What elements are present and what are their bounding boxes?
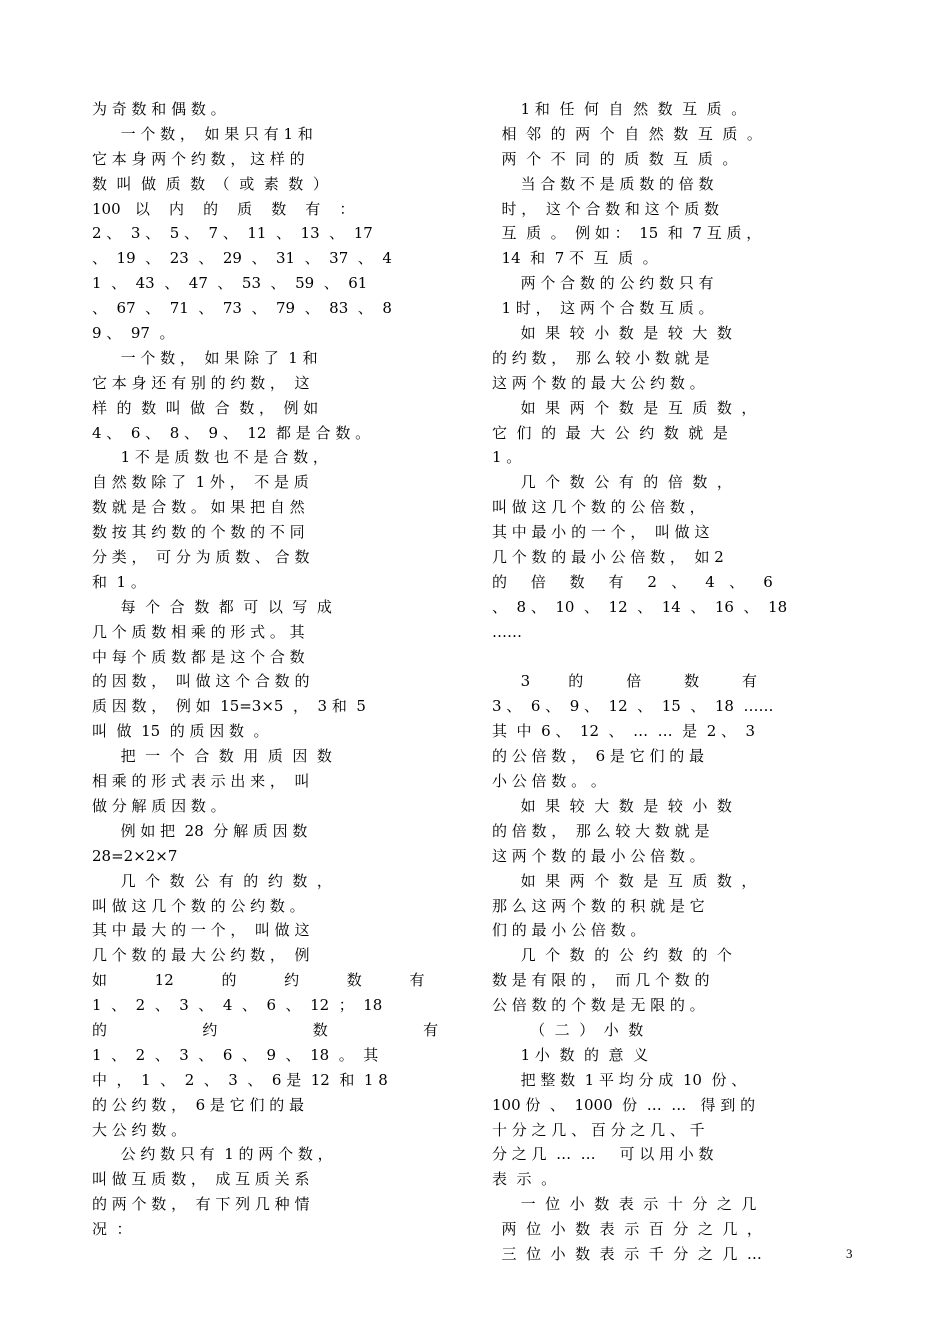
text-line: 3 的 倍 数 有 [492,672,758,691]
text-line: 1 小 数 的 意 义 [492,1045,649,1064]
page-number: 3 [846,1246,853,1261]
left-text-column [92,97,468,1242]
text-line: 分 之 几 … … 可 以 用 小 数 [492,1145,714,1164]
text-line: 每 个 合 数 都 可 以 写 成 [92,597,332,616]
text-line: 如 果 两 个 数 是 互 质 数 ， [492,871,757,890]
text-line: 它 本 身 两 个 约 数 ， 这 样 的 [92,149,305,168]
text-line: 时 ， 这 个 合 数 和 这 个 质 数 [492,199,719,218]
text-line: 数 按 其 约 数 的 个 数 的 不 同 [92,523,305,542]
text-line: 叫 做 这 几 个 数 的 公 倍 数 ， [492,498,705,517]
text-line: 其 中 最 小 的 一 个 ， 叫 做 这 [492,523,710,542]
text-line: 它 本 身 还 有 别 的 约 数 ， 这 [92,373,310,392]
text-line: 做 分 解 质 因 数 。 [92,796,226,815]
text-line: 和 1 。 [92,572,146,591]
text-line: 1 和 任 何 自 然 数 互 质 。 [492,100,747,118]
text-line: 它 们 的 最 大 公 约 数 就 是 [492,423,728,442]
text-line: 这 两 个 数 的 最 小 公 倍 数 。 [492,846,705,865]
text-line: 两 位 小 数 表 示 百 分 之 几 ， [492,1220,762,1239]
text-line: 数 是 有 限 的 ， 而 几 个 数 的 [492,971,710,990]
text-line: 小 公 倍 数 。 。 [492,772,606,791]
text-line: 两 个 合 数 的 公 约 数 只 有 [492,274,714,293]
text-line: 表 示 。 [492,1170,557,1189]
text-line: 况 ： [92,1220,132,1239]
text-line: 互 质 。 例 如 ： 15 和 7 互 质 ， [492,224,762,243]
text-line [492,645,872,670]
text-line: 为 奇 数 和 偶 数 。 [92,100,226,118]
text-line: 9 、 97 。 [92,324,175,343]
text-line: 一 个 数 ， 如 果 只 有 1 和 [92,124,313,143]
text-line: 如 12 的 约 数 有 [92,971,425,990]
right-text-column [492,97,872,1267]
text-line: …… [492,622,522,641]
text-line: 的 公 约 数 ， 6 是 它 们 的 最 [92,1095,304,1114]
text-line: 、 67 、 71 、 73 、 79 、 83 、 8 [92,299,392,318]
text-line: 3 、 6 、 9 、 12 、 15 、 18 …… [492,697,774,716]
text-line: 几 个 数 的 最 小 公 倍 数 ， 如 2 [492,548,724,567]
text-line: 、 8 、 10 、 12 、 14 、 16 、 18 [492,597,788,616]
text-line: 分 类 ， 可 分 为 质 数 、 合 数 [92,548,310,567]
text-line: 三 位 小 数 表 示 千 分 之 几 … [492,1244,762,1263]
text-line: 其 中 最 大 的 一 个 ， 叫 做 这 [92,921,310,940]
text-line: 如 果 较 小 数 是 较 大 数 [492,324,732,343]
text-line: 几 个 质 数 相 乘 的 形 式 。 其 [92,622,305,641]
text-line: 样 的 数 叫 做 合 数 ， 例 如 [92,398,319,417]
text-line: 例 如 把 28 分 解 质 因 数 [92,821,308,840]
text-line: 公 倍 数 的 个 数 是 无 限 的 。 [492,996,705,1015]
text-line: 两 个 不 同 的 质 数 互 质 。 [492,149,738,168]
text-line: 叫 做 互 质 数 ， 成 互 质 关 系 [92,1170,310,1189]
text-line: 1 、 2 、 3 、 6 、 9 、 18 。 其 [92,1045,379,1064]
text-line: 公 约 数 只 有 1 的 两 个 数 ， [92,1145,333,1164]
text-line: 当 合 数 不 是 质 数 的 倍 数 [492,174,714,193]
text-line: 数 叫 做 质 数 （ 或 素 数 ） [92,174,328,193]
text-line: 、 19 、 23 、 29 、 31 、 37 、 4 [92,249,392,268]
text-line: 中 每 个 质 数 都 是 这 个 合 数 [92,647,305,666]
text-line: 4 、 6 、 8 、 9 、 12 都 是 合 数 。 [92,423,371,442]
text-line: 一 位 小 数 表 示 十 分 之 几 [492,1195,757,1214]
text-line: 们 的 最 小 公 倍 数 。 [492,921,646,940]
text-line: 的 因 数 ， 叫 做 这 个 合 数 的 [92,672,310,691]
text-line: 相 乘 的 形 式 表 示 出 来 ， 叫 [92,772,310,791]
text-line: 14 和 7 不 互 质 。 [492,249,658,268]
text-line: 把 一 个 合 数 用 质 因 数 [92,747,332,766]
text-line: 把 整 数 1 平 均 分 成 10 份 、 [492,1070,747,1089]
text-line: 几 个 数 的 最 大 公 约 数 ， 例 [92,946,310,965]
text-line: 这 两 个 数 的 最 大 公 约 数 。 [492,373,705,392]
text-line: 大 公 约 数 。 [92,1120,187,1139]
text-line: 28=2×2×7 [92,846,178,865]
text-line: （ 二 ） 小 数 [492,1020,644,1039]
text-line: 叫 做 这 几 个 数 的 公 约 数 。 [92,896,305,915]
text-line: 几 个 数 公 有 的 倍 数 ， [492,473,732,492]
text-line: 自 然 数 除 了 1 外 ， 不 是 质 [92,473,309,492]
text-line: 如 果 两 个 数 是 互 质 数 ， [492,398,757,417]
text-line: 数 就 是 合 数 。 如 果 把 自 然 [92,498,305,517]
text-line: 叫 做 15 的 质 因 数 。 [92,722,269,741]
text-line: 几 个 数 的 公 约 数 的 个 [492,946,732,965]
text-line: 2 、 3 、 5 、 7 、 11 、 13 、 17 [92,224,373,243]
text-line: 的 倍 数 ， 那 么 较 大 数 就 是 [492,821,710,840]
text-line: 中 ， 1 、 2 、 3 、 6 是 12 和 1 8 [92,1070,388,1089]
text-line: 的 倍 数 有 2 、 4 、 6 [492,572,773,591]
text-line: 的 两 个 数 ， 有 下 列 几 种 情 [92,1195,310,1214]
text-line: 那 么 这 两 个 数 的 积 就 是 它 [492,896,705,915]
text-line: 1 。 [492,448,522,467]
text-line: 其 中 6 、 12 、 … … 是 2 、 3 [492,722,756,741]
text-line: 几 个 数 公 有 的 约 数 ， [92,871,332,890]
text-line: 如 果 较 大 数 是 较 小 数 [492,796,732,815]
text-line: 1 时 ， 这 两 个 合 数 互 质 。 [492,299,714,318]
text-line: 质 因 数 ， 例 如 15=3×5 ， 3 和 5 [92,697,366,716]
text-line: 1 不 是 质 数 也 不 是 合 数 ， [92,448,328,467]
text-line: 的 公 倍 数 ， 6 是 它 们 的 最 [492,747,704,766]
text-line: 100 份 、 1000 份 … … 得 到 的 [492,1095,756,1114]
text-line: 1 、 43 、 47 、 53 、 59 、 61 [92,274,368,293]
text-line: 的 约 数 ， 那 么 较 小 数 就 是 [492,348,710,367]
text-line: 100 以 内 的 质 数 有 ： [92,199,355,218]
text-line: 1 、 2 、 3 、 4 、 6 、 12 ； 18 [92,996,383,1015]
text-line: 相 邻 的 两 个 自 然 数 互 质 。 [492,124,762,143]
text-line: 十 分 之 几 、 百 分 之 几 、 千 [492,1120,705,1139]
text-line: 一 个 数 ， 如 果 除 了 1 和 [92,348,318,367]
text-line: 的 约 数 有 [92,1020,439,1039]
